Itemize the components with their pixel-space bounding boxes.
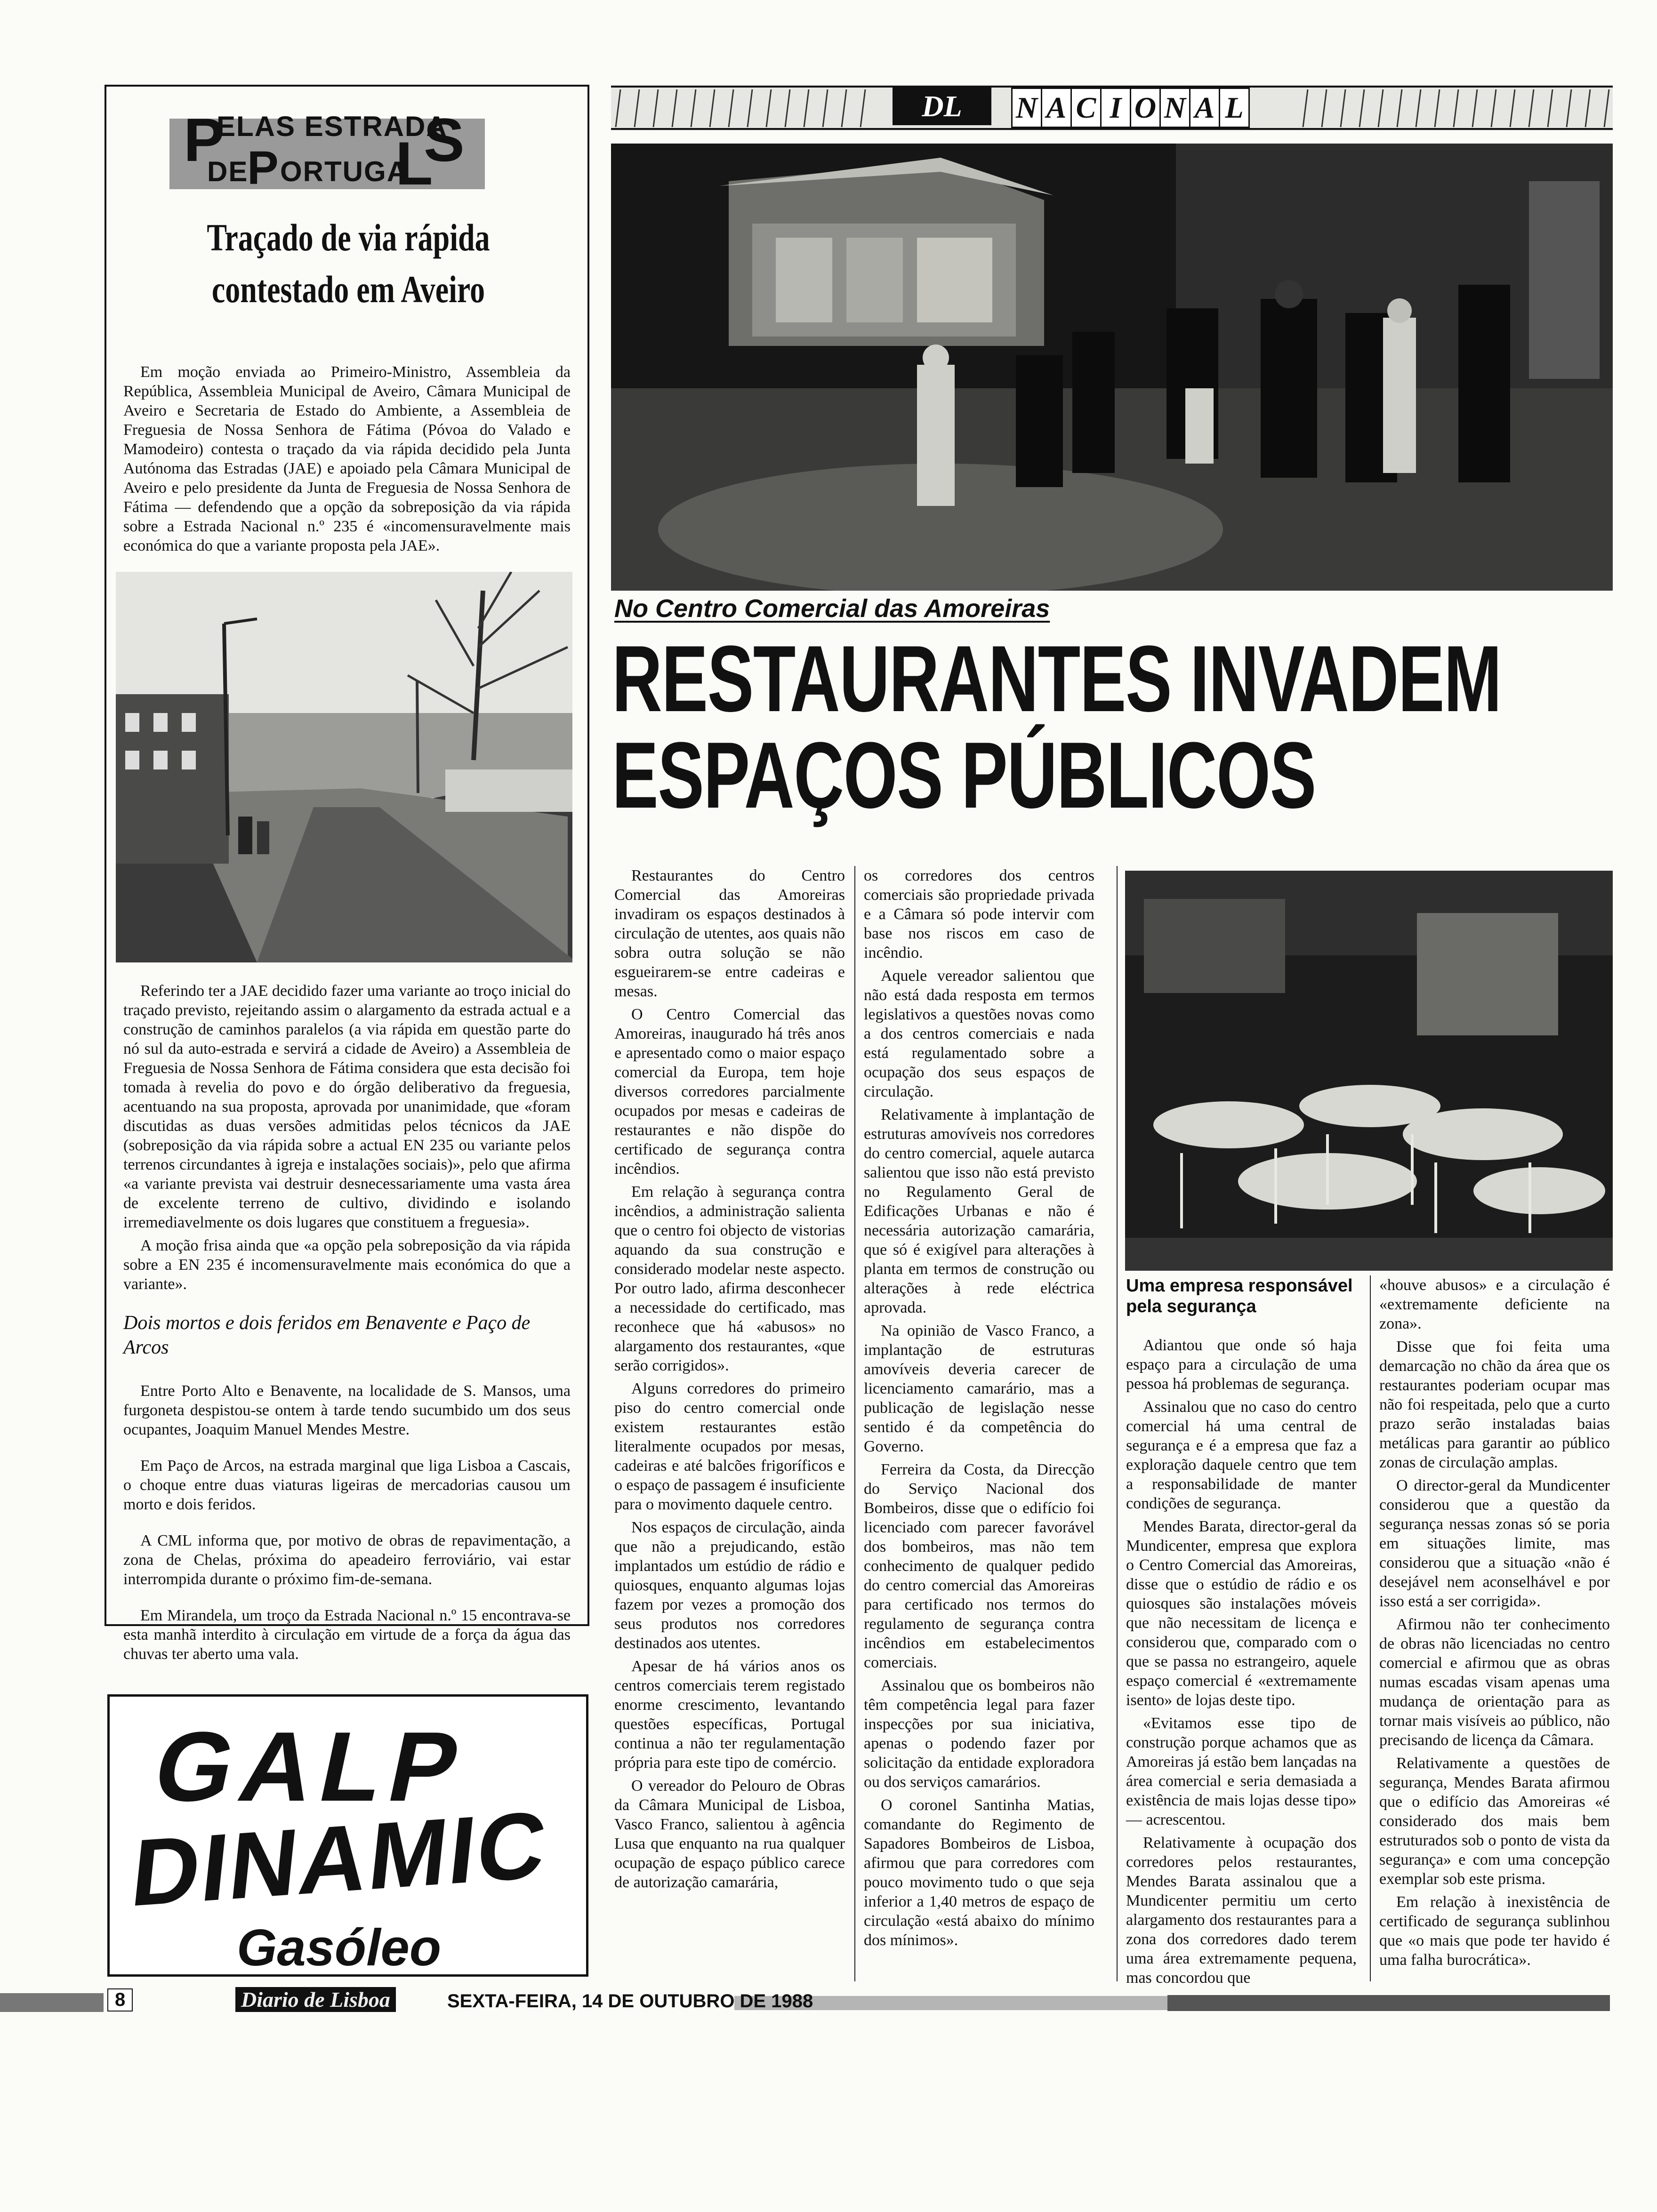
- left-lead-paragraph: Em moção enviada ao Primeiro-Ministro, Assembleia da República, Assembleia Municipal de Aveiro, Câmara Municipal de Aveiro e Secretaria de Estado do Ambiente, a Assembleia de Freguesia de Nossa Senhora de Fátima (Póvoa do Valado e Mamodeiro) contesta o traçado da via rápida decidido pela Junta Autónoma das Estradas (JAE) e apoiado pela Câmara Municipal de Aveiro e pelo presidente da Junta de Freguesia de Nossa Senhora de Fátima — defendendo que a opção da sobreposição da via rápida sobre a Estrada Nacional n.º 235 é «incomensuravelmente mais económica do que a variante proposta pela JAE».: [123, 363, 571, 554]
- galp-advertisement: [107, 1694, 588, 1977]
- section-name-letter: A: [1041, 88, 1072, 128]
- road-photo-image: [116, 572, 572, 962]
- section-name-letter: A: [1189, 88, 1220, 128]
- nacional-banner: [611, 85, 1613, 131]
- road-photo: [116, 572, 572, 962]
- headline-line-1: RESTAURANTES INVADEM: [612, 626, 1501, 731]
- article-paragraph: Relativamente à implantação de estruturas amovíveis nos corredores do centro comercial, aquele autarca salientou que isso não está previsto no Regulamento Geral de Edificações Urbanas e não é necessária autorização camarária, que só é exigível para alterações à planta em termos de construção ou alterações à rede eléctrica aprovada.: [864, 1106, 1094, 1316]
- article-paragraph: Assinalou que os bombeiros não têm competência legal para fazer inspecções por sua iniciativa, apenas o podendo fazer por solicitação da entidade exploradora ou dos serviços camarários.: [864, 1677, 1094, 1791]
- logo-cap-s: S: [424, 105, 466, 174]
- left-news-paragraph: Em Mirandela, um troço da Estrada Nacional n.º 15 encontrava-se esta manhã interdito à circulação em virtude de a força da água das chuvas ter aberto uma vala.: [123, 1607, 571, 1663]
- article-paragraph: Nos espaços de circulação, ainda que não a prejudicando, estão implantados um estúdio de rádio e quiosques, enquanto algumas lojas fazem por vezes a promoção dos seus produtos nos corredores destinados aos utentes.: [614, 1519, 845, 1652]
- section-name-letter: O: [1130, 88, 1161, 128]
- left-body: [123, 981, 571, 1298]
- article-paragraph: O vereador do Pelouro de Obras da Câmara Municipal de Lisboa, Vasco Franco, salientou à agência Lusa que enquanto na rua qualquer ocupação de espaço público carece de autorização camarária,: [614, 1777, 845, 1891]
- article-paragraph: O Centro Comercial das Amoreiras, inaugurado há três anos e apresentado como o maior espaço comercial da Europa, tem hoje diversos corredores parcialmente ocupados por mesas e cadeiras de restaurantes e não dispõe do certificado de segurança contra incêndios.: [614, 1006, 845, 1178]
- column-rule: [854, 866, 855, 1981]
- article-paragraph: Disse que foi feita uma demarcação no chão da área que os restaurantes poderiam ocupar mas não foi respeitada, pelo que a curto prazo serão instaladas baias metálicas para garantir ao público zonas de circulação amplas.: [1379, 1338, 1610, 1471]
- galp-dinamic-text: DINAMIC: [127, 1791, 553, 1927]
- mall-crowd-image: [611, 144, 1613, 591]
- article-paragraph: Apesar de há vários anos os centros comerciais terem registado enorme crescimento, levantando questões específicas, Portugal continua a não ter regulamentação própria para este tipo de comércio.: [614, 1658, 845, 1771]
- article-kicker: No Centro Comercial das Amoreiras: [614, 594, 1050, 623]
- article-paragraph: Em relação à segurança contra incêndios, a administração salienta que o centro foi objecto de vistorias aquando da sua construção e considerado modelar neste aspecto. Por outro lado, afirma desconhecer a necessidade do certificado, mas reconhece que há «abusos» no alargamento dos restaurantes, «que serão corrigidos».: [614, 1183, 845, 1374]
- article-paragraph: Em relação à inexistência de certificado de segurança sublinhou que «o mais que pode ter havido é uma falha burocrática».: [1379, 1893, 1610, 1969]
- restaurant-tables-image: [1125, 871, 1613, 1271]
- mall-crowd-photo: [611, 144, 1613, 591]
- left-news-paragraph: Entre Porto Alto e Benavente, na localidade de S. Mansos, uma furgoneta despistou-se ontem à tarde tendo sucumbido um dos seus ocupantes, Joaquim Manuel Mendes Mestre.: [123, 1382, 571, 1438]
- left-subhead-accidents: Dois mortos e dois feridos em Benavente e Paço de Arcos: [123, 1312, 531, 1358]
- left-news-paragraph: A CML informa que, por motivo de obras de repavimentação, a zona de Chelas, próxima do apeadeiro ferroviário, vai estar interrompida durante o próximo fim-de-semana.: [123, 1532, 571, 1588]
- restaurant-tables-photo: [1125, 871, 1613, 1271]
- article-paragraph: Relativamente à ocupação dos corredores pelos restaurantes, Mendes Barata assinalou que a Mundicenter permitiu um certo alargamento dos restaurantes para a zona dos corredores dado terem uma área extremamente pequena, mas concordou que: [1126, 1834, 1357, 1987]
- logo-cap-p: P: [184, 105, 225, 174]
- left-body-accidents: [123, 1381, 571, 1667]
- left-body-paragraph: A moção frisa ainda que «a opção pela sobreposição da via rápida sobre a EN 235 é incomensuravelmente mais económica do que a variante».: [123, 1237, 571, 1293]
- article-paragraph: «houve abusos» e a circulação é «extremamente deficiente na zona».: [1379, 1276, 1610, 1332]
- article-paragraph: Assinalou que no caso do centro comercial há uma central de segurança e é a empresa que faz a exploração daquele centro que tem a responsabilidade de manter condições de segurança.: [1126, 1398, 1357, 1512]
- sidebar-headline: Uma empresa responsável pela segurança: [1126, 1276, 1353, 1316]
- section-name-letter: C: [1070, 88, 1102, 128]
- section-name-letter: N: [1159, 88, 1190, 128]
- article-paragraph: Adiantou que onde só haja espaço para a circulação de uma pessoa há problemas de segurança.: [1126, 1337, 1357, 1393]
- article-paragraph: «Evitamos esse tipo de construção porque achamos que as Amoreiras já estão bem lançadas na área comercial e seria demasiada a existência de mais lojas desse tipo» — acrescentou.: [1126, 1715, 1357, 1828]
- footer-date: SEXTA-FEIRA, 14 DE OUTUBRO DE 1988: [447, 1991, 813, 2012]
- section-name-letter: L: [1219, 88, 1250, 128]
- galp-product-text: Gasóleo: [237, 1919, 442, 1977]
- page-number: 8: [107, 1988, 133, 2012]
- logo-cap-l: L: [395, 129, 434, 198]
- column-rule: [1370, 1275, 1371, 1981]
- logo-line1: ELAS ESTRADA: [217, 111, 448, 142]
- article-paragraph: Relativamente a questões de segurança, Mendes Barata afirmou que o edifício das Amoreiras «é considerado dos mais bem estruturados sob o ponto de vista da segurança» e com uma concepção exemplar sob este prisma.: [1379, 1755, 1610, 1888]
- logo-cap-p2: P: [247, 142, 280, 194]
- article-paragraph: O director-geral da Mundicenter considerou que a questão da segurança nessas zonas só se poria em situações limite, mas considerou que a situação «não é desejável nem aconselhável e por isso está a ser corrigida».: [1379, 1477, 1610, 1610]
- section-logo-pelas-estradas: [155, 104, 494, 199]
- article-paragraph: Restaurantes do Centro Comercial das Amoreiras invadiram os espaços destinados à circulação de utentes, aos quais não sobra outra solução se não esgueirarem-se entre cadeiras e mesas.: [614, 867, 845, 1000]
- article-column-3: [1126, 1275, 1357, 1991]
- article-paragraph: O coronel Santinha Matias, comandante do Regimento de Sapadores Bombeiros de Lisboa, afirmou que para corredores com pouco movimento tudo o que seja inferior a 1,40 metros de espaço de circulação «está abaixo do mínimo dos mínimos».: [864, 1796, 1094, 1949]
- footer-paper-name: Diario de Lisboa: [235, 1987, 396, 2012]
- left-body-paragraph: Referindo ter a JAE decidido fazer uma variante ao troço inicial do traçado previsto, rejeitando assim o alargamento da estrada actual e a construção de caminhos paralelos (a via rápida em questão parte do nó sul da auto-estrada e servirá a cidade de Aveiro) a Assembleia de Freguesia de Nossa Senhora de Fátima considera que esta decisão foi tomada à revelia do povo e do órgão deliberativo da freguesia, acentuando na sua proposta, aprovada por unanimidade, que «foram discutidas as duas versões admitidas pelos técnicos da JAE (sobreposição da via rápida sobre a actual EN 235 ou variante pelos terrenos circundantes à igreja e instalações sociais)», pelo que afirma «a variante prevista vai destruir desnecessariamente uma vasta área de excelente terreno de cultivo, dividindo e isolando irremediavelmente os dois lugares que constituem a freguesia».: [123, 982, 571, 1231]
- article-paragraph: Alguns corredores do primeiro piso do centro comercial onde existem restaurantes estão literalmente ocupados por mesas, cadeiras e até balcões frigoríficos e o espaço de passagem é insuficiente para o movimento daquele centro.: [614, 1380, 845, 1513]
- logo-line2-de: DE: [207, 156, 249, 187]
- section-name-letter: I: [1100, 88, 1131, 128]
- article-paragraph: Afirmou não ter conhecimento de obras não licenciadas no centro comercial e afirmou que as obras numas escadas visam apenas uma mudança de orientação para as tornar mais visíveis ao público, não precisando de licença da Câmara.: [1379, 1616, 1610, 1749]
- dl-logo: DL: [893, 88, 991, 125]
- main-headline: [612, 626, 1501, 828]
- article-paragraph: Aquele vereador salientou que não está dada resposta em termos legislativos a questões novas como a dos centros comerciais e nada está regulamentado sobre a ocupação dos seus espaços de circulação.: [864, 967, 1094, 1100]
- section-name-letter: N: [1011, 88, 1042, 128]
- article-paragraph: Na opinião de Vasco Franco, a implantação de estruturas amovíveis deveria carecer de licenciamento camarário, mas a publicação de legislação nesse sentido é da competência do Governo.: [864, 1322, 1094, 1455]
- article-column-1: [614, 866, 845, 1896]
- article-paragraph: Ferreira da Costa, da Direcção do Serviço Nacional dos Bombeiros, disse que o edifício foi licenciado com parecer favorável dos bombeiros, mas não tem conhecimento de qualquer pedido do centro comercial das Amoreiras para certificado nos termos do regulamento de segurança contra incêndios em estabelecimentos comerciais.: [864, 1461, 1094, 1671]
- logo-line2-rest: ORTUGA: [280, 156, 408, 187]
- section-name-nacional: [1011, 88, 1248, 128]
- left-headline: Traçado de via rápida contestado em Aveiro: [207, 216, 490, 311]
- left-news-paragraph: Em Paço de Arcos, na estrada marginal que liga Lisboa a Cascais, o choque entre duas viaturas ligeiras de mercadorias causou um morto e dois feridos.: [123, 1457, 571, 1513]
- galp-brand-text: GALP: [145, 1711, 477, 1822]
- article-paragraph: Mendes Barata, director-geral da Mundicenter, empresa que explora o Centro Comercial das Amoreiras, disse que o estúdio de rádio e os quiosques são instalações móveis que não necessitam de licença e considerou que, comparado com o que se passa no estrangeiro, aquele espaço comercial é «extremamente isento» de lojas deste tipo.: [1126, 1518, 1357, 1709]
- article-column-2: [864, 866, 1094, 1954]
- article-paragraph: os corredores dos centros comerciais são propriedade privada e a Câmara só pode intervir com base nos riscos em caso de incêndio.: [864, 867, 1094, 962]
- headline-line-2: ESPAÇOS PÚBLICOS: [612, 723, 1316, 828]
- article-column-4: [1379, 1275, 1610, 1973]
- column-rule: [1117, 866, 1118, 1981]
